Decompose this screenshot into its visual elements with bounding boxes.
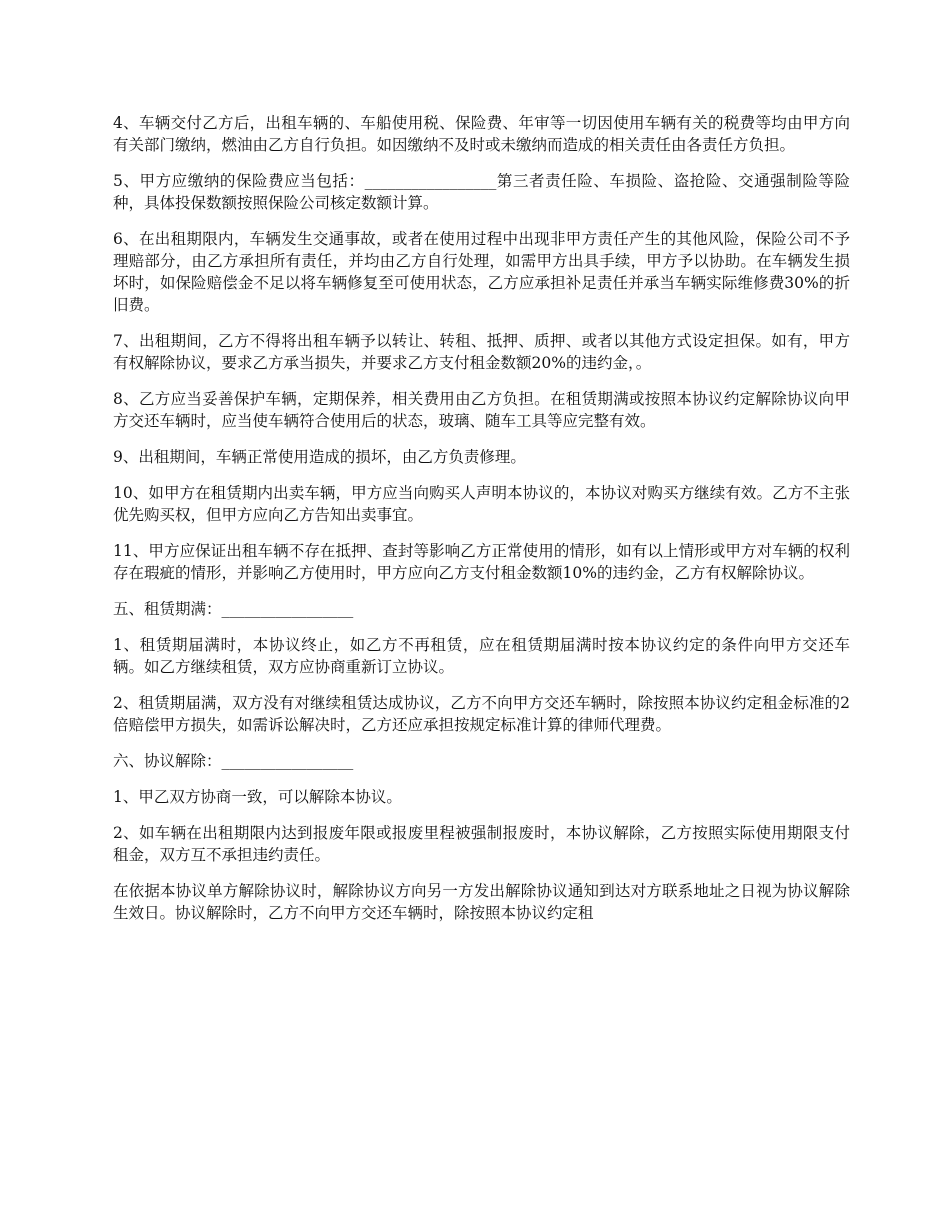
paragraph-clause-4: 4、车辆交付乙方后，出租车辆的、车船使用税、保险费、年审等一切因使用车辆有关的税费等均由甲方向有关部门缴纳，燃油由乙方自行负担。如因缴纳不及时或未缴纳而造成的相关责任由各责任方负担。 bbox=[113, 114, 850, 154]
section-heading-termination: 六、协议解除：_________________ bbox=[113, 752, 354, 770]
paragraph-termination-notice: 在依据本协议单方解除协议时，解除协议方向另一方发出解除协议通知到达对方联系地址之日视为协议解除生效日。协议解除时，乙方不向甲方交还车辆时，除按照本协议约定租 bbox=[113, 882, 850, 922]
paragraph-clause-9: 9、出租期间，车辆正常使用造成的损坏，由乙方负责修理。 bbox=[113, 448, 526, 466]
paragraph-clause-6: 6、在出租期限内，车辆发生交通事故，或者在使用过程中出现非甲方责任产生的其他风险，保险公司不予理赔部分，由乙方承担所有责任，并均由乙方自行处理，如需甲方出具手续，甲方予以协助。在车辆发生损坏时，如保险赔偿金不足以将车辆修复至可使用状态，乙方应承担补足责任并承当车辆实际维修费30%的折旧费。 bbox=[113, 230, 850, 314]
document-page bbox=[113, 112, 850, 938]
paragraph-expiry-2: 2、租赁期届满，双方没有对继续租赁达成协议，乙方不向甲方交还车辆时，除按照本协议约定租金标准的2倍赔偿甲方损失，如需诉讼解决时，乙方还应承担按规定标准计算的律师代理费。 bbox=[113, 694, 850, 734]
paragraph-expiry-1: 1、租赁期届满时，本协议终止，如乙方不再租赁，应在租赁期届满时按本协议约定的条件向甲方交还车辆。如乙方继续租赁，双方应协商重新订立协议。 bbox=[113, 636, 850, 676]
paragraph-clause-10: 10、如甲方在租赁期内出卖车辆，甲方应当向购买人声明本协议的，本协议对购买方继续有效。乙方不主张优先购买权，但甲方应向乙方告知出卖事宜。 bbox=[113, 484, 850, 524]
paragraph-termination-2: 2、如车辆在出租期限内达到报废年限或报废里程被强制报废时，本协议解除，乙方按照实际使用期限支付租金，双方互不承担违约责任。 bbox=[113, 824, 850, 864]
paragraph-clause-8: 8、乙方应当妥善保护车辆，定期保养，相关费用由乙方负担。在租赁期满或按照本协议约定解除协议向甲方交还车辆时，应当使车辆符合使用后的状态，玻璃、随车工具等应完整有效。 bbox=[113, 390, 850, 430]
paragraph-clause-11: 11、甲方应保证出租车辆不存在抵押、查封等影响乙方正常使用的情形，如有以上情形或甲方对车辆的权利存在瑕疵的情形，并影响乙方使用时，甲方应向乙方支付租金数额10%的违约金，乙方有权解除协议。 bbox=[113, 542, 850, 582]
section-heading-lease-expiry: 五、租赁期满：_________________ bbox=[113, 600, 354, 618]
paragraph-clause-5: 5、甲方应缴纳的保险费应当包括：_________________第三者责任险、车损险、盗抢险、交通强制险等险种，具体投保数额按照保险公司核定数额计算。 bbox=[113, 172, 850, 212]
paragraph-termination-1: 1、甲乙双方协商一致，可以解除本协议。 bbox=[113, 788, 402, 806]
paragraph-clause-7: 7、出租期间，乙方不得将出租车辆予以转让、转租、抵押、质押、或者以其他方式设定担保。如有，甲方有权解除协议，要求乙方承当损失，并要求乙方支付租金数额20%的违约金，。 bbox=[113, 332, 850, 372]
